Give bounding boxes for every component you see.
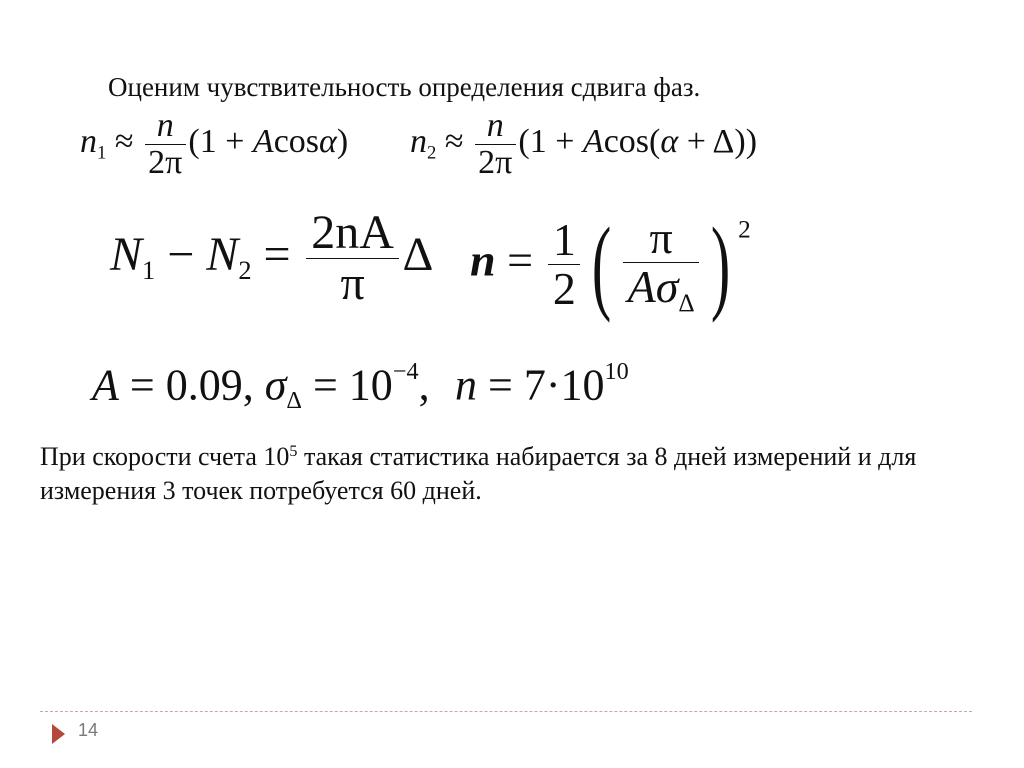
nreq-lhs: n	[470, 234, 496, 286]
nreq-den-sigma: σ	[655, 260, 679, 312]
n1-frac-num: n	[145, 108, 186, 145]
n2-close: ))	[734, 122, 758, 160]
para-sup: 5	[289, 443, 298, 461]
N-frac-den: π	[340, 257, 365, 311]
nreq-half-den: 2	[552, 263, 576, 315]
N1-var: N	[110, 227, 143, 281]
formula-n-value	[455, 358, 629, 411]
N2-sub: 2	[238, 255, 252, 286]
n2-fraction	[475, 108, 516, 180]
nreq-rparen: )	[710, 206, 731, 323]
nreq-inner-den	[623, 260, 699, 317]
nval-n: n	[455, 360, 477, 410]
play-triangle-icon	[52, 724, 65, 744]
n2-plus-delta: + Δ	[678, 122, 735, 160]
footer-divider	[40, 711, 972, 712]
nval-eq: = 7·10	[477, 360, 605, 410]
n1-fraction	[145, 108, 186, 180]
nreq-lparen: (	[592, 206, 612, 323]
n1-var: n	[80, 122, 97, 160]
formula-params	[92, 358, 430, 415]
param-sigma-exp: −4	[392, 358, 419, 385]
nreq-inner-num: π	[623, 214, 699, 263]
n2-cos: cos(	[603, 122, 661, 160]
nval-exp: 10	[604, 358, 629, 385]
conclusion-paragraph	[40, 440, 1000, 508]
nreq-den-A: A	[627, 260, 656, 312]
n2-A: A	[582, 122, 604, 160]
nreq-inner-fraction	[623, 211, 699, 317]
page-number: 14	[78, 720, 99, 740]
nreq-eq: =	[495, 234, 545, 286]
N2-var: N	[206, 227, 239, 281]
N-minus: −	[155, 227, 207, 281]
n2-frac-den: 2π	[478, 143, 513, 181]
n1-cos: cos	[273, 122, 320, 160]
param-sigma-value: = 10	[301, 360, 393, 410]
n1-A: A	[252, 122, 274, 160]
intro-text: Оценим чувствительность определения сдвига фаз.	[108, 72, 701, 102]
param-comma: ,	[418, 360, 430, 410]
formula-n2	[410, 108, 757, 180]
nreq-power: 2	[738, 215, 751, 244]
N-eq: =	[251, 227, 303, 281]
param-sigma: σ	[264, 360, 287, 410]
n2-approx: ≈	[436, 122, 473, 160]
param-A-value: = 0.09,	[118, 360, 265, 410]
n1-sub: 1	[97, 142, 107, 164]
N-frac-num: 2nA	[306, 208, 398, 259]
para-part2: такая статистика набирается за 8 дней измерений и для измерения 3 точек потребуется 60 дней.	[40, 442, 917, 505]
formula-n-difference	[110, 208, 433, 310]
n2-open: (1 +	[518, 122, 583, 160]
n2-var: n	[410, 122, 427, 160]
N-delta: Δ	[402, 227, 434, 281]
n1-approx: ≈	[106, 122, 143, 160]
n2-frac-num: n	[475, 108, 516, 145]
n2-sub: 2	[427, 142, 437, 164]
formula-n-required	[470, 206, 751, 323]
formula-n1	[80, 108, 348, 180]
para-part1: При скорости счета 10	[40, 442, 290, 471]
n1-alpha: α	[319, 122, 337, 160]
param-sigma-sub: Δ	[286, 387, 302, 415]
nreq-den-sub: Δ	[678, 288, 695, 317]
nreq-half	[548, 216, 580, 314]
n2-alpha: α	[660, 122, 679, 160]
param-A: A	[92, 360, 119, 410]
n1-open: (1 +	[188, 122, 253, 160]
nreq-half-num: 1	[548, 216, 580, 265]
n1-close: )	[336, 122, 349, 160]
n1-frac-den: 2π	[148, 143, 183, 181]
N-fraction	[306, 208, 398, 310]
N1-sub: 1	[142, 255, 156, 286]
